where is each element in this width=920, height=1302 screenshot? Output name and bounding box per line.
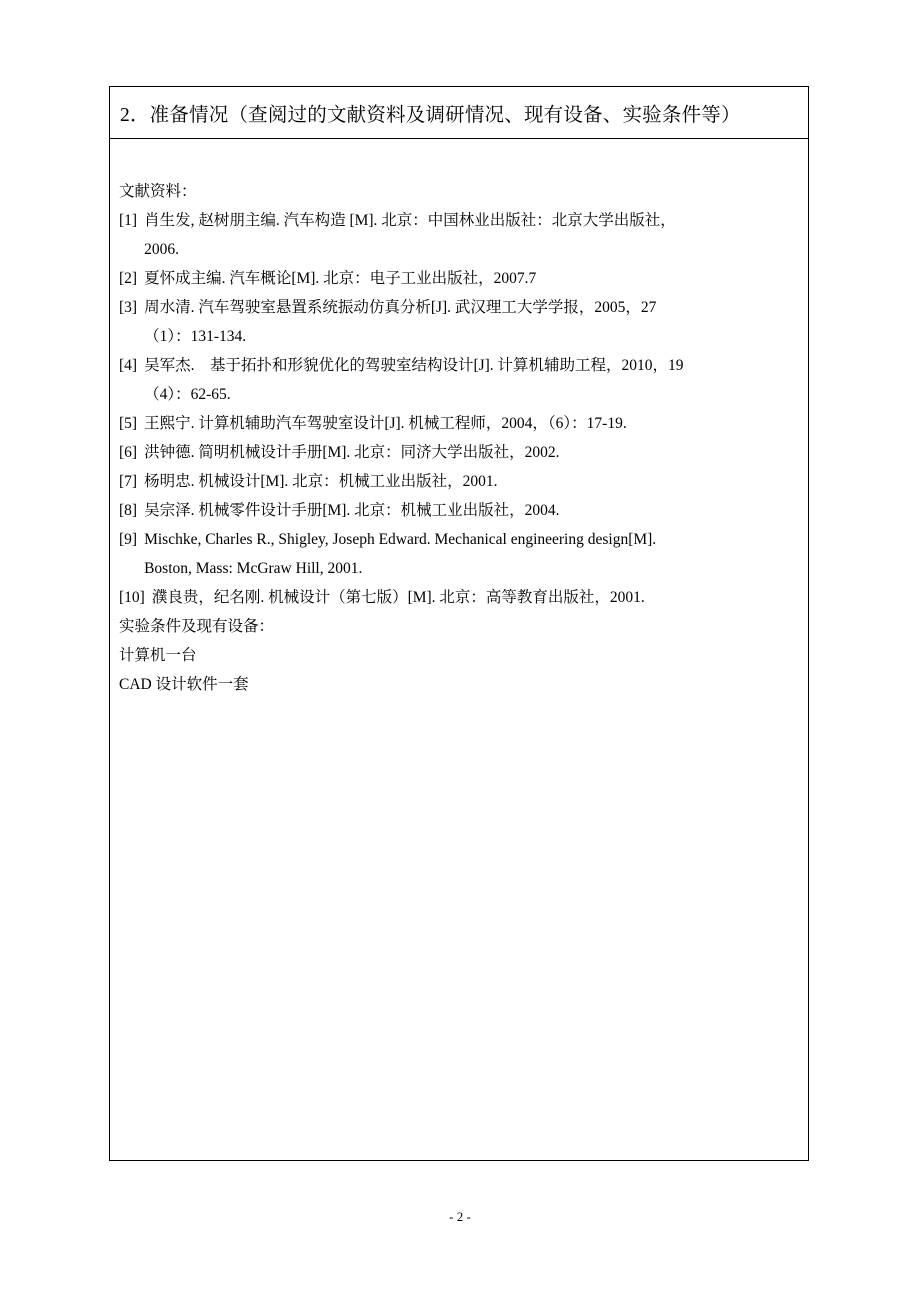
reference-number: [4] [119, 357, 138, 374]
reference-line: Mischke, Charles R., Shigley, Joseph Edward. Mechanical engineering design[M]. [144, 531, 657, 548]
reference-number: [5] [119, 415, 138, 432]
reference-number: [2] [119, 270, 138, 287]
reference-line-continued: （4）：62-65. [144, 386, 231, 403]
reference-line: 濮良贵，纪名刚. 机械设计（第七版）[M]. 北京：高等教育出版社，2001. [151, 589, 645, 606]
reference-line: 周水清. 汽车驾驶室悬置系统振动仿真分析[J]. 武汉理工大学学报，2005，27 [144, 299, 657, 316]
reference-line: 王熙宁. 计算机辅助汽车驾驶室设计[J]. 机械工程师，2004，（6）：17-19. [144, 415, 627, 432]
reference-item [119, 409, 800, 438]
reference-text [144, 438, 800, 467]
reference-text [144, 206, 800, 264]
reference-number: [9] [119, 531, 138, 548]
equipment-heading: 实验条件及现有设备： [119, 618, 275, 635]
section-content [110, 139, 808, 699]
reference-item [119, 525, 800, 583]
reference-text [144, 264, 800, 293]
reference-number: [7] [119, 473, 138, 490]
reference-text [144, 293, 800, 351]
literature-heading: 文献资料： [119, 183, 197, 200]
reference-number: [3] [119, 299, 138, 316]
reference-item [119, 351, 800, 409]
reference-line-continued: Boston, Mass: McGraw Hill, 2001. [144, 560, 363, 577]
reference-text [144, 496, 800, 525]
reference-line: 吴军杰. 基于拓扑和形貌优化的驾驶室结构设计[J]. 计算机辅助工程，2010，19 [144, 357, 684, 374]
reference-line-continued: 2006. [144, 241, 179, 258]
reference-text [144, 351, 800, 409]
reference-item [119, 467, 800, 496]
equipment-item: 计算机一台 [119, 647, 197, 664]
reference-item [119, 438, 800, 467]
reference-text [144, 409, 800, 438]
equipment-item: CAD 设计软件一套 [119, 676, 249, 693]
reference-line: 夏怀成主编. 汽车概论[M]. 北京：电子工业出版社，2007.7 [144, 270, 537, 287]
reference-item [119, 206, 800, 264]
reference-number: [6] [119, 444, 138, 461]
reference-number: [8] [119, 502, 138, 519]
reference-text [144, 525, 800, 583]
reference-text [152, 583, 800, 612]
reference-list [119, 206, 800, 612]
reference-item [119, 583, 800, 612]
reference-line: 洪钟德. 简明机械设计手册[M]. 北京：同济大学出版社，2002. [144, 444, 560, 461]
reference-line: 吴宗泽. 机械零件设计手册[M]. 北京：机械工业出版社，2004. [144, 502, 560, 519]
reference-number: [10] [119, 589, 145, 606]
reference-item [119, 293, 800, 351]
reference-item [119, 496, 800, 525]
reference-line: 肖生发, 赵树朋主编. 汽车构造 [M]. 北京：中国林业出版社：北京大学出版社， [144, 212, 676, 229]
reference-number: [1] [119, 212, 138, 229]
reference-line: 杨明忠. 机械设计[M]. 北京：机械工业出版社，2001. [144, 473, 498, 490]
reference-item [119, 264, 800, 293]
reference-text [144, 467, 800, 496]
form-table [109, 86, 809, 1161]
page-number: - 2 - [449, 1209, 471, 1224]
reference-line-continued: （1）：131-134. [144, 328, 247, 345]
section-title: 2．准备情况（查阅过的文献资料及调研情况、现有设备、实验条件等） [110, 87, 808, 139]
